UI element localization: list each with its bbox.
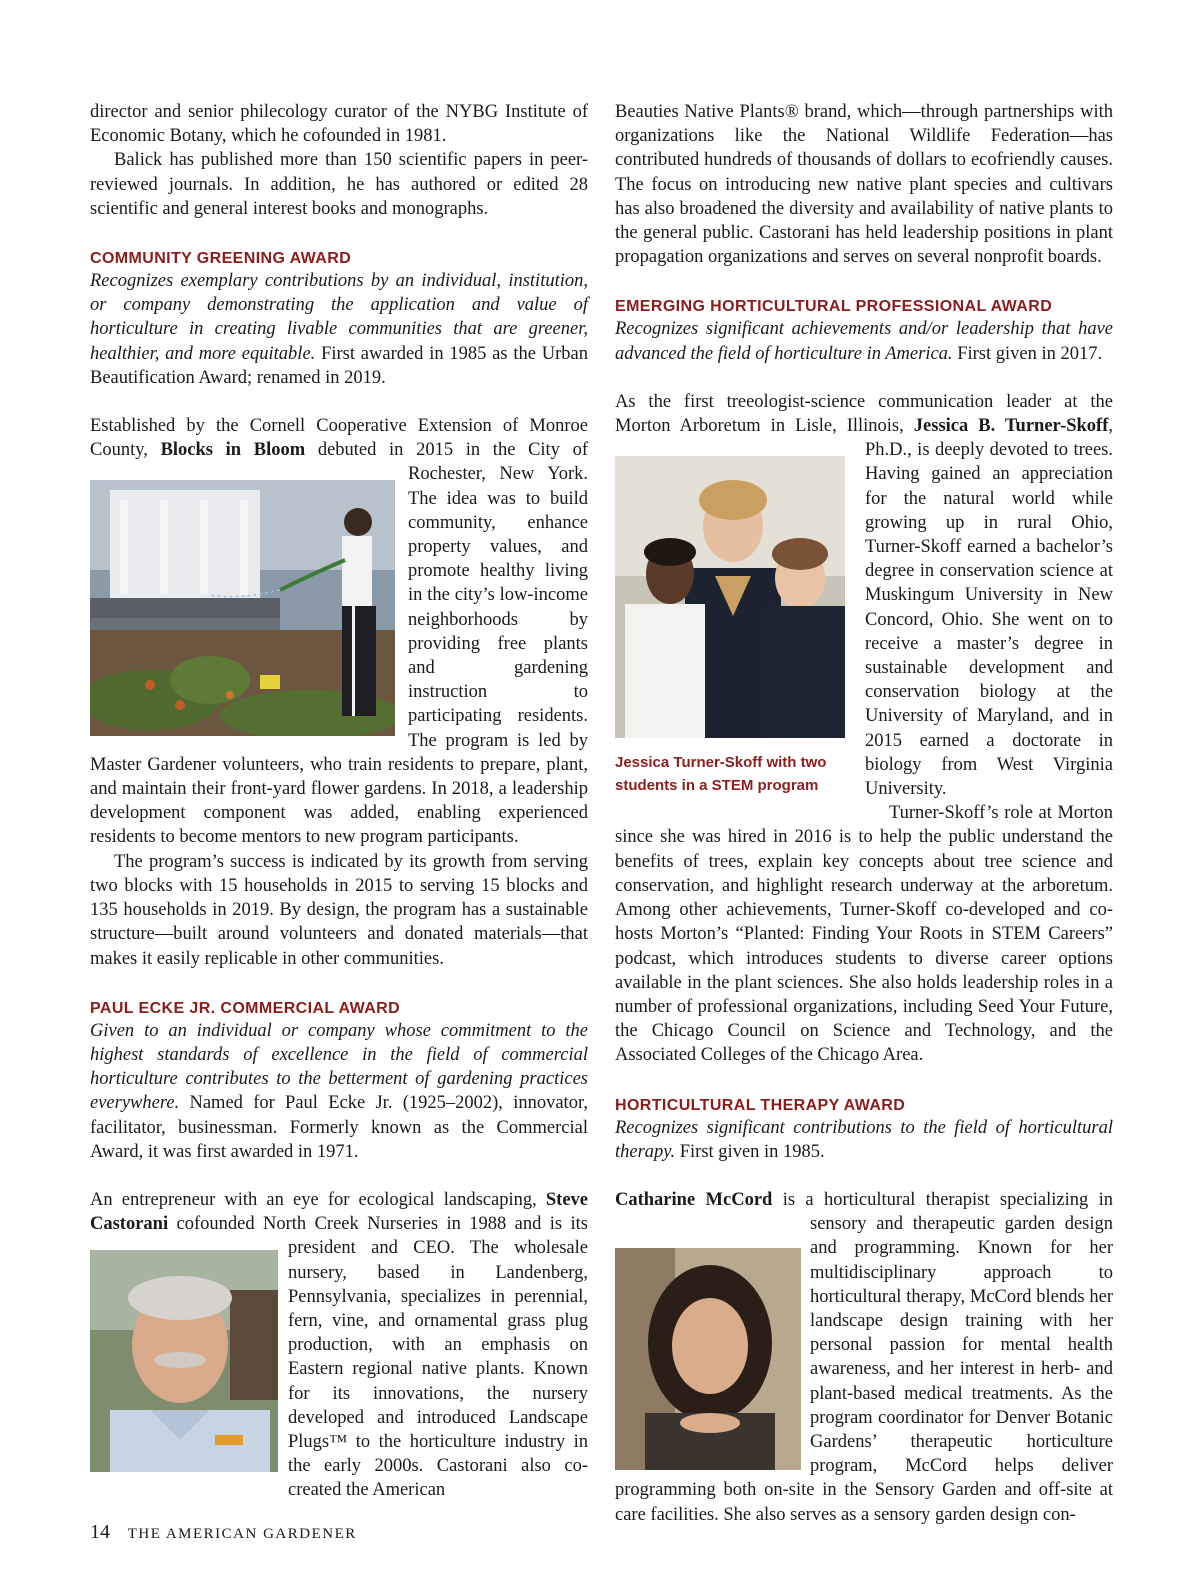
turner-skoff-paragraph-2: Turner-Skoff’s role at Morton since she was hired in 2016 is to help the public understand the benefits of trees, explain key concepts about tree science and conservation, and highlight research underway at the arboretum. Among other achievements, Turner-Skoff co-developed and co-hosts Morton’s “Planted: Finding Your Roots in STEM Careers” podcast, which introduces students to diverse career options available in the plant sciences. She also holds leadership roles in a number of professional organizations, including Seed Your Future, the Chicago Council on Science and Technology, and the Associated Colleges of the Chicago Area. [615,803,1113,1066]
castorani-continued-paragraph: Beauties Native Plants® brand, which—through partnerships with organizations like the National Wildlife Federation—has contributed hundreds of thousands of dollars to ecofriendly causes. The focus on introducing new native plant species and cultivars has also broadened the diversity and availability of native plants to the general public. Castorani has held leadership positions in plant propagation organizations and serves on several nonprofit boards. [615,102,1113,268]
blocks-in-bloom-photo [90,480,395,736]
mccord-photo [615,1248,801,1470]
intro-paragraph-2: Balick has published more than 150 scientific papers in peer-reviewed journals. In addition, he has authored or edited 28 scientific and general interest books and monographs. [90,150,588,219]
magazine-title: THE AMERICAN GARDENER [127,1526,357,1542]
page-number: 14 [90,1521,110,1543]
portrait-man-image [90,1250,278,1472]
page-footer [90,1521,357,1544]
portrait-woman-image [615,1248,801,1470]
community-greening-heading: COMMUNITY GREENING AWARD [90,250,352,268]
horticultural-therapy-description: Recognizes significant contributions to the field of horticultural therapy. First given in 1985. [615,1117,1113,1162]
gardening-woman-image [90,480,395,736]
turner-skoff-paragraph: As the first treeologist-science communication leader at the Morton Arboretum in Lisle, Illinois, Jessica B. Turner-Skoff, Ph.D., is deeply devoted to trees. Having gained an appreciation for the natural world while growing up in rural Ohio, Turner-Skoff earned a bachelor’s degree in conservation science at Muskingum University in New Concord, Ohio. She went on to receive a master’s degree in sustainable development and conservation biology at the University of Maryland, and in 2015 earned a doctorate in biology from West Virginia University. [615,391,1113,800]
community-greening-description: Recognizes exemplary contributions by an individual, institution, or company demonstrating the application and value of horticulture in creating livable communities that are greener, healthier, and more equitable. First awarded in 1985 as the Urban Beautification Award; renamed in 2019. [90,271,588,388]
castorani-paragraph: An entrepreneur with an eye for ecological landscaping, Steve Castorani cofounded North Creek Nurseries in 1988 and is its president and CEO. The wholesale nursery, based in Landenberg, Pennsylvania, specializes in perennial, fern, vine, and ornamental grass plug production, with an emphasis on Eastern regional native plants. Known for its innovations, the nursery developed and introduced Landscape Plugs™ to the horticulture industry in the early 2000s. Castorani also co-created the American [90,1189,588,1501]
blocks-in-bloom-paragraph-2: The program’s success is indicated by its growth from serving two blocks with 15 households in 2015 to serving 15 blocks and 135 households in 2019. By design, the program has a sustainable structure—built around volunteers and donated materials—that makes it easily replicable in other communities. [90,851,588,969]
emerging-professional-heading: EMERGING HORTICULTURAL PROFESSIONAL AWARD [615,298,1053,316]
group-portrait-image [615,456,845,738]
blocks-in-bloom-paragraph: Established by the Cornell Cooperative Extension of Monroe County, Blocks in Bloom debuted in 2015 in the City of Rochester, New York. The idea was to build community, enhance property values, and promote healthy living in the city’s low-income neighborhoods by providing free plants and gardening instruction to participating residents. The program is led by Master Gardener volunteers, who train residents to prepare, plant, and maintain their front-yard flower gardens. In 2018, a leadership development component was added, enabling experienced residents to become mentors to new program participants. [90,416,589,848]
horticultural-therapy-heading: HORTICULTURAL THERAPY AWARD [615,1096,906,1114]
ecke-award-description: Given to an individual or company whose commitment to the highest standards of excellence in the field of commercial horticulture contributes to the betterment of gardening practices everywhere. Named for Paul Ecke Jr. (1925–2002), innovator, facilitator, businessman. Formerly known as the Commercial Award, it was first awarded in 1971. [90,1020,588,1162]
mccord-paragraph: Catharine McCord is a horticultural therapist specializing in sensory and therapeutic garden design and programming. Known for her multidisciplinary approach to horticultural therapy, McCord blends her landscape design training with her personal passion for mental health awareness, and her interest in herb- and plant-based medical treatments. As the program coordinator for Denver Botanic Gardens’ therapeutic horticulture program, McCord helps deliver programming both on-site in the Sensory Garden and off-site at care facilities. She also serves as a sensory garden design con- [615,1189,1113,1525]
emerging-professional-description: Recognizes significant achievements and/or leadership that have advanced the field of horticulture in America. First given in 2017. [615,319,1113,364]
turner-skoff-photo [615,456,845,738]
turner-skoff-caption: Jessica Turner-Skoff with two students in a STEM program [615,754,827,794]
ecke-award-heading: PAUL ECKE JR. COMMERCIAL AWARD [90,999,401,1017]
intro-paragraph: director and senior philecology curator of the NYBG Institute of Economic Botany, which he cofounded in 1981. [90,102,588,147]
castorani-photo [90,1250,278,1472]
